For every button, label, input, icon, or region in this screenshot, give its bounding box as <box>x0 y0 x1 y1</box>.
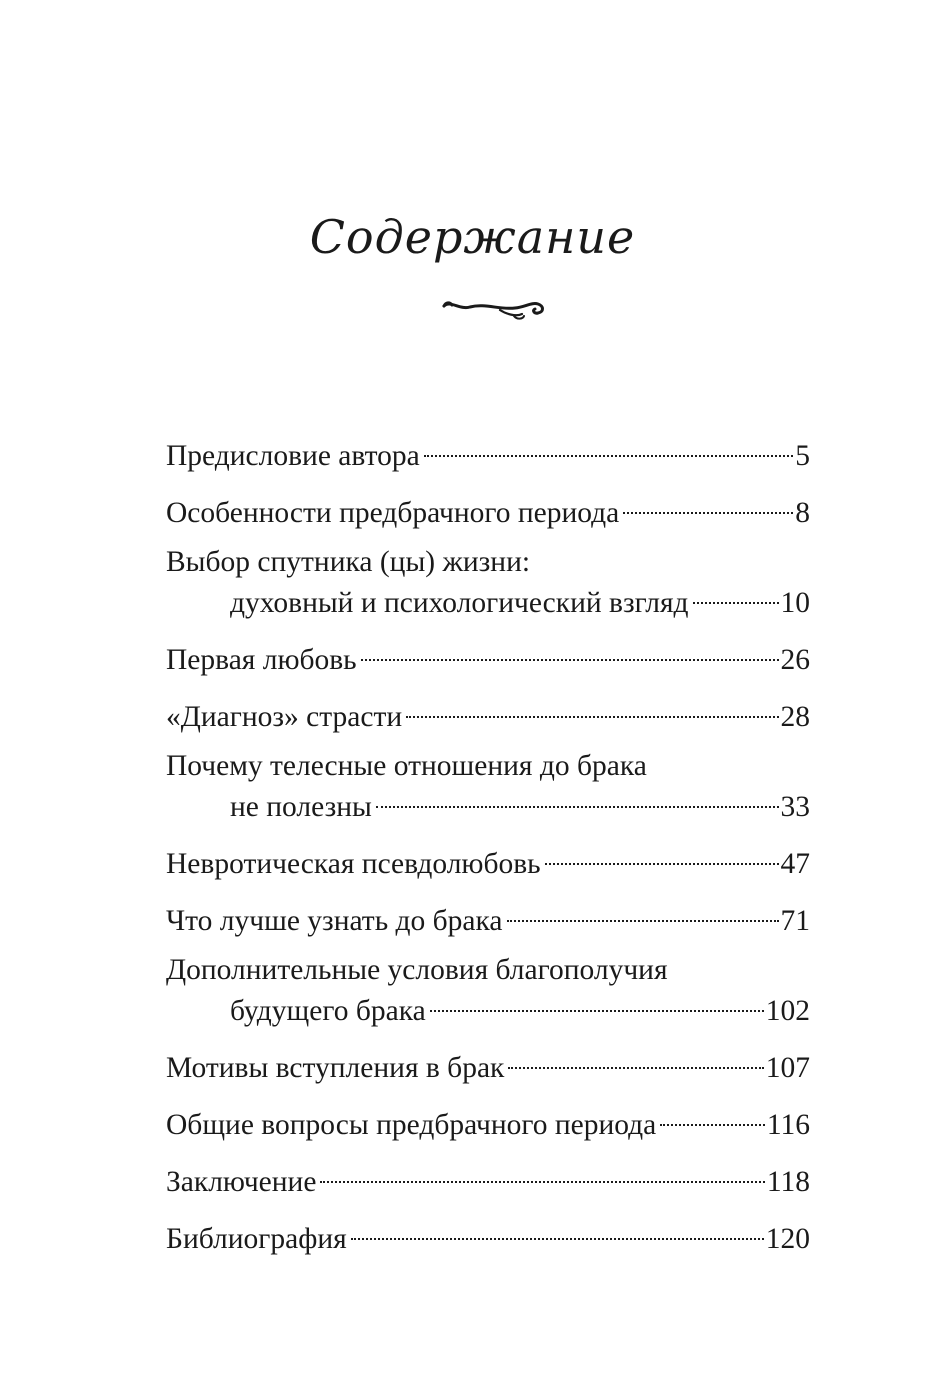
toc-page-number: 120 <box>765 1223 810 1255</box>
toc-entry <box>166 546 810 620</box>
toc-page-number: 8 <box>795 497 810 529</box>
toc-page-number: 5 <box>795 440 810 472</box>
toc-entry-line <box>166 636 810 677</box>
dot-leader <box>623 489 793 522</box>
toc-entry <box>166 1158 810 1199</box>
dot-leader <box>406 693 778 726</box>
dot-leader <box>320 1158 764 1191</box>
toc-page-number: 71 <box>780 905 810 937</box>
toc-entry-title: не полезны <box>230 791 372 823</box>
toc-page-number: 116 <box>766 1109 810 1141</box>
toc-entry <box>166 840 810 881</box>
toc-entry-title: Почему телесные отношения до брака <box>166 750 647 782</box>
toc-entry-line <box>166 693 810 734</box>
toc-entry-line <box>166 954 810 987</box>
toc-entry-line <box>166 489 810 530</box>
toc-entry-title: Общие вопросы предбрачного периода <box>166 1109 657 1141</box>
toc-entry-title: Первая любовь <box>166 644 357 676</box>
toc-entry-line <box>166 1215 810 1256</box>
table-of-contents <box>166 432 810 1272</box>
toc-entry-title: духовный и психологический взгляд <box>230 587 689 619</box>
toc-entry <box>166 1044 810 1085</box>
toc-entry <box>166 1101 810 1142</box>
toc-entry-title: Что лучше узнать до брака <box>166 905 503 937</box>
toc-entry-title: будущего брака <box>230 995 426 1027</box>
toc-page-number: 107 <box>765 1052 810 1084</box>
toc-entry-line <box>166 432 810 473</box>
toc-entry-title: Предисловие автора <box>166 440 420 472</box>
toc-entry-title: Мотивы вступления в брак <box>166 1052 505 1084</box>
toc-page-number: 28 <box>780 701 810 733</box>
toc-entry-title: Невротическая псевдолюбовь <box>166 848 541 880</box>
swirl-ornament-icon <box>440 290 550 324</box>
toc-entry <box>166 750 810 824</box>
dot-leader <box>693 579 779 612</box>
toc-entry-line <box>166 1101 810 1142</box>
toc-entry-line <box>166 987 810 1028</box>
toc-entry <box>166 432 810 473</box>
toc-page-number: 118 <box>766 1166 810 1198</box>
toc-entry-line <box>166 546 810 579</box>
toc-entry-title: Дополнительные условия благополучия <box>166 954 668 986</box>
toc-entry-line <box>166 897 810 938</box>
dot-leader <box>424 432 794 465</box>
dot-leader <box>508 1044 763 1077</box>
toc-page-number: 47 <box>780 848 810 880</box>
toc-entry-title: Выбор спутника (цы) жизни: <box>166 546 531 578</box>
dot-leader <box>507 897 779 930</box>
dot-leader <box>376 783 779 816</box>
toc-entry-title: Библиография <box>166 1223 347 1255</box>
toc-entry-title: «Диагноз» страсти <box>166 701 403 733</box>
toc-page-number: 26 <box>780 644 810 676</box>
dot-leader <box>430 987 764 1020</box>
toc-entry <box>166 897 810 938</box>
page-title: Содержание <box>309 210 636 264</box>
toc-page-number: 102 <box>765 995 810 1027</box>
toc-page-number: 10 <box>780 587 810 619</box>
dot-leader <box>361 636 779 669</box>
dot-leader <box>545 840 779 873</box>
toc-entry-title: Заключение <box>166 1166 317 1198</box>
toc-entry-line <box>166 840 810 881</box>
toc-entry-title: Особенности предбрачного периода <box>166 497 620 529</box>
dot-leader <box>660 1101 765 1134</box>
toc-entry <box>166 489 810 530</box>
toc-entry-line <box>166 750 810 783</box>
toc-entry-line <box>166 1044 810 1085</box>
toc-entry-line <box>166 579 810 620</box>
toc-entry <box>166 1215 810 1256</box>
dot-leader <box>351 1215 764 1248</box>
toc-entry <box>166 636 810 677</box>
toc-entry <box>166 954 810 1028</box>
toc-entry <box>166 693 810 734</box>
toc-entry-line <box>166 1158 810 1199</box>
toc-entry-line <box>166 783 810 824</box>
toc-page-number: 33 <box>780 791 810 823</box>
